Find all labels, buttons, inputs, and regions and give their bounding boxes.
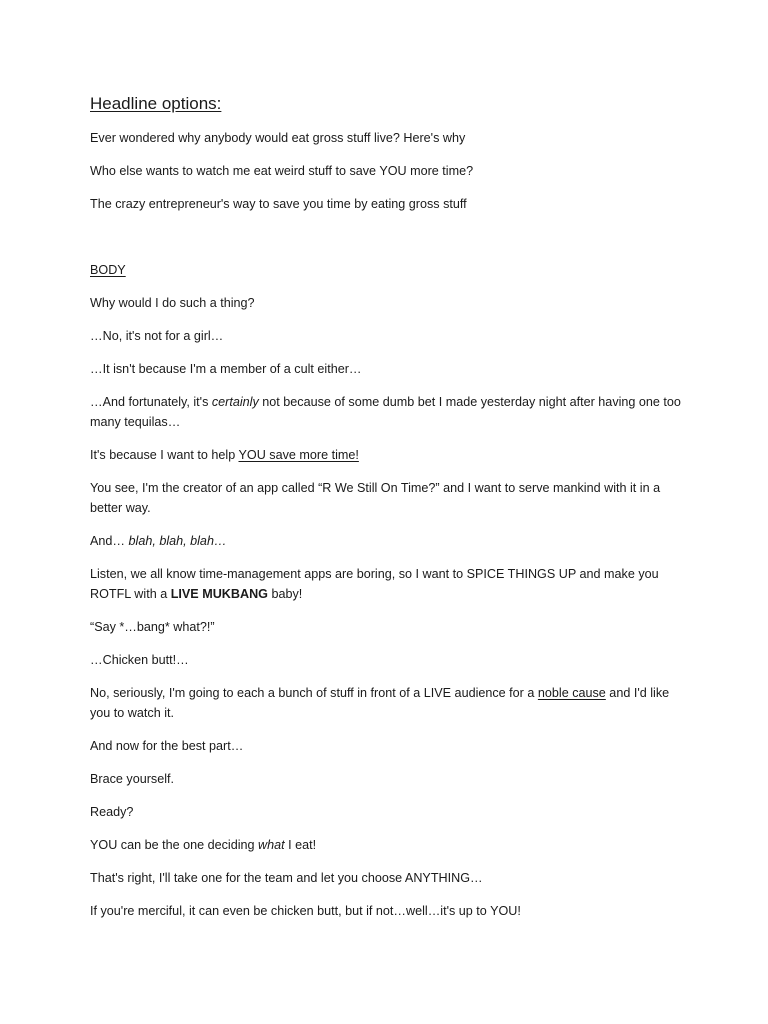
paragraph-text: No, seriously, I'm going to each a bunch of stuff in front of a LIVE audience for a (90, 686, 538, 700)
page-title: Headline options: (90, 94, 222, 113)
paragraph-text: and I'd like you to watch it. (90, 686, 670, 720)
paragraph-text: Listen, we all know time-management apps are boring, so I want to SPICE THINGS UP and make you ROTFL with a (90, 567, 659, 601)
underlined-emphasis: YOU save more time! (238, 448, 359, 462)
headline-option: Ever wondered why anybody would eat gross stuff live? Here's why (90, 131, 466, 145)
body-paragraph (90, 445, 682, 465)
paragraph-text: YOU can be the one deciding (90, 838, 259, 852)
body-paragraph (90, 564, 682, 604)
body-paragraph (90, 835, 682, 855)
paragraph-text: And… (90, 534, 129, 548)
document-page (90, 92, 682, 934)
paragraph-text: I eat! (284, 838, 317, 852)
body-paragraph: That's right, I'll take one for the team and let you choose ANYTHING… (90, 871, 483, 885)
paragraph-text: baby! (267, 587, 303, 601)
body-paragraph: …No, it's not for a girl… (90, 329, 224, 343)
paragraph-text: …And fortunately, it's (90, 395, 212, 409)
paragraph-text: not because of some dumb bet I made yesterday night after having one too many tequilas… (90, 395, 681, 429)
body-paragraph: And now for the best part… (90, 739, 244, 753)
bold-emphasis: LIVE MUKBANG (170, 587, 268, 601)
section-heading-body: BODY (90, 263, 126, 277)
body-paragraph: …Chicken butt!… (90, 653, 189, 667)
body-paragraph: Ready? (90, 805, 134, 819)
headline-option: Who else wants to watch me eat weird stuff to save YOU more time? (90, 164, 474, 178)
body-paragraph: You see, I'm the creator of an app called “R We Still On Time?” and I want to serve mankind with it in a better way. (90, 481, 661, 515)
body-paragraph: If you're merciful, it can even be chicken butt, but if not…well…it's up to YOU! (90, 904, 521, 918)
paragraph-text: It's because I want to help (90, 448, 239, 462)
body-paragraph (90, 392, 682, 432)
body-paragraph: Brace yourself. (90, 772, 174, 786)
headline-option: The crazy entrepreneur's way to save you time by eating gross stuff (90, 197, 467, 211)
italic-emphasis: blah, blah, blah… (128, 534, 227, 548)
body-paragraph: “Say *…bang* what?!” (90, 620, 215, 634)
body-paragraph: …It isn't because I'm a member of a cult either… (90, 362, 362, 376)
underlined-emphasis: noble cause (537, 686, 606, 700)
section-spacer (90, 227, 682, 260)
italic-emphasis: what (258, 838, 285, 852)
body-paragraph (90, 531, 682, 551)
italic-emphasis: certainly (211, 395, 259, 409)
body-paragraph: Why would I do such a thing? (90, 296, 255, 310)
body-paragraph (90, 683, 682, 723)
